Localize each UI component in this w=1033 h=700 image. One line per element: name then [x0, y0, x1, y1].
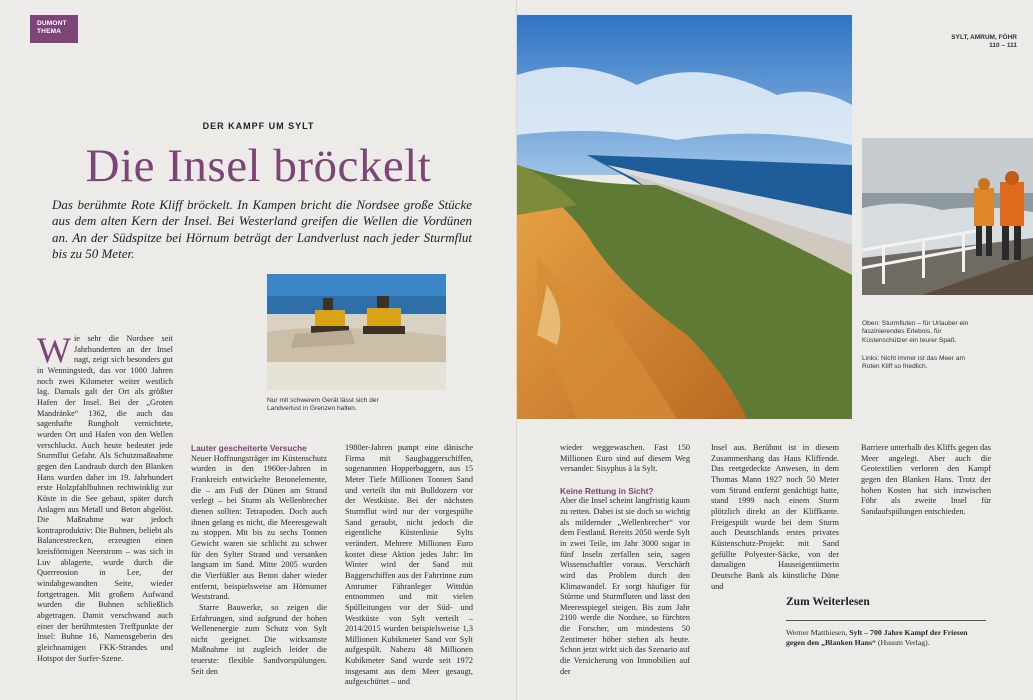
page-reference	[951, 34, 1017, 50]
headline: Die Insel bröckelt	[85, 140, 432, 192]
book-publisher: (Husum Verlag).	[875, 638, 930, 647]
page-ref-region: SYLT, AMRUM, FÖHR	[951, 34, 1017, 41]
column-6-text: Barriere unterhalb des Kliffs gegen das Meer angelegt. Aber auch die Geotextilien verloren den Kampf gegen den Blanken Hans. Trotz der hohen Kosten hat sich inzwischen Föhr als zweite Insel für Sandaufspülungen entschieden.	[861, 443, 992, 516]
tag-line-1: DUMONT	[37, 20, 67, 27]
column-3-text: 1980er-Jahren pumpt eine dänische Firma mit Saugbaggerschiffen, sogenannten Hopperbaggern, aus 15 Meter Tiefe Millionen Tonnen Sand und verteilt ihn mit Bulldozern vor der Westküste. Bei der nächsten Sturmflut wird nur der vorgespülte Sand geraubt, nicht jedoch die eigentliche Küstenlinie Sylts verändert. Mehrere Millionen Euro kostet diese Aktion jedes Jahr: Im Winter wird der Sand mit Baggerschiffen aus der Fahrrinne zum Amrumer Fähranleger Wittdün entnommen und mit vielen Spülleitungen vor der Süd- und Westküste von Sylt verteilt – 2014/2015 wurden beispielsweise 1,3 Millionen Kubikmeter Sand vor Sylt aufgespült. Nahezu 48 Millionen Kubikmeter Sand wurde seit 1972 insgesamt aus dem Meer gesaugt, aufgeschüttet – und	[345, 443, 473, 687]
further-reading-title: Zum Weiterlesen	[786, 596, 870, 608]
bulldozer-photo	[267, 274, 446, 390]
cliff-caption: Links: Nicht immer ist das Meer am Roten Kliff so friedlich.	[862, 355, 965, 371]
tag-line-2: THEMA	[37, 28, 62, 35]
column-5	[711, 443, 839, 592]
column-2	[191, 443, 327, 677]
book-author: Werner Matthiesen,	[786, 628, 850, 637]
lead-paragraph: Das berühmte Rote Kliff bröckelt. In Kampen bricht die Nordsee große Stücke aus dem alten Kern der Insel. Bei Westerland greifen die Wellen die Vordünen an. An der Südspitze bei Hörnum beträgt der Landverlust nach jeder Sturmflut bis zu 50 Meter.	[52, 197, 472, 261]
storm-caption: Oben: Sturmfluten – für Urlauber ein faszinierendes Erlebnis, für Küstenschützer ein teurer Spaß.	[862, 320, 969, 344]
column-5-text: Insel aus. Berühmt ist in diesem Zusammenhang das Haus Kliffende. Das reetgedeckte Anwesen, in dem Thomas Mann 1927 noch 50 Meter vom Strand entfernt genächtigt hatte, stand 1999 nach einem Sturm plötzlich direkt an der Kliffkante. Freigespült wurde bei dem Sturm auch Deutschlands erstes privates Küstenschutz-Projekt: mit Sand gefüllte Polyester-Säcke, von der damaligen Hauseigentümerin Deutsche Bank als künstliche Düne und	[711, 443, 839, 591]
subhead-lauter: Lauter gescheiterte Versuche	[191, 443, 307, 453]
bulldozer-caption: Nur mit schwerem Gerät lässt sich der Landverlust in Grenzen halten.	[267, 397, 379, 413]
page-ref-numbers: 110 – 111	[989, 42, 1017, 49]
column-1-text: ie sehr die Nordsee seit Jahrhunderten an der Insel nagt, zeigt sich besonders gut in Wenningstedt, das vor 1000 Jahren noch zwei Kilometer weiter westlich lag. Damals galt der Ort als größter Hafen der Insel. Bei der „Groten Mandränke“ 1362, die auch das sagenhafte Rungholt vernichtete, wurden Ort und Hafen von den Wellen verschluckt. Auch heute bedeutet jede Sturmflut Gefahr. Als Schutzmaßnahme gegen den Landraub durch den Blanken Hans wurden daher im 19. Jahrhundert erste Holzpfahlbuhnen rechtwinklig zur Küste in die See gebaut, später durch Anlagen aus Metall und Beton abgelöst. Die Maßnahme war jedoch kontraproduktiv: Die Buhnen, beliebt als Balancestrecken, erzeugten einen kreisförmigen Neerstrom – was sich in Luv ablagerte, wurde durch die Querreosion in Lee, der windabgewandten Seite, wieder fortgetragen. Mit großem Aufwand wurden die Buhnen schließlich abgetragen. Damit verschwand auch einer der berühmtesten Treffpunkte der Insel: Buhne 16, Namensgeberin des gleichnamigen FKK-Strandes und Hotspot der Surfer-Szene.	[37, 334, 173, 663]
storm-photo	[862, 138, 1033, 295]
drop-cap: W	[37, 330, 71, 370]
column-3	[345, 443, 473, 688]
column-4-text-a: wieder weggewaschen. Fast 150 Millionen Euro sind auf diesem Weg versandet: Sisyphus à la Sylt.	[560, 443, 690, 474]
column-2-text-b: Starre Bauwerke, so zeigen die Erfahrungen, sind aufgrund der hohen Wellenenergie zum Schutz von Sylt nicht geeignet. Die wirksamste Maßnahme ist zugleich leider die teuerste: flexible Sandvorspülungen. Seit den	[191, 602, 327, 676]
column-2-text-a: Neuer Hoffnungsträger im Küstenschutz wurden in den 1960er-Jahren in Frankreich entwickelte Betonelemente, die – am Fuß der Dünen am Strand verlegt – bei Sturm als Wellenbrecher dienen sollten: Tetrapoden. Doch auch ihnen gelang es nicht, die Meeresgewalt zu stoppen. Mit bis zu sechs Tonnen Gewicht waren sie schlicht zu schwer für den Sylter Strand und versanken langsam im Sand. Mitte 2005 wurden die Vierfüßler aus Beton daher wieder entfernt, beispielsweise am Hörnumer Weststrand.	[191, 453, 327, 602]
red-cliff-photo	[517, 15, 852, 419]
column-6	[861, 443, 991, 518]
column-4-text-b: Aber die Insel scheint langfristig kaum zu retten. Dabei ist sie doch so wichtig als mildernder „Wellenbrecher“ vor dem Festland. Bereits 2050 werde Sylt in zwei Teile, im Jahr 3000 sogar in fünf Inseln zerfallen sein, sagen Wissenschaftler voraus. Verschärft wird das Problem durch den Klimawandel. Er sorgt häufiger für Stürme und Sturmfluten und lässt den Meeresspiegel steigen. Bis zum Jahr 2100 werde die Nordsee, so fürchten die Forscher, um mindestens 50 Zentimeter höher stehen als heute. Schon jetzt wirkt sich das Szenario auf die Versicherung von Immobilien auf der	[560, 496, 690, 676]
book-title: Sylt – 700 Jahre Kampf der Friesen gegen den „Blanken Hans“	[786, 628, 968, 647]
subhead-keine-rettung: Keine Rettung in Sicht?	[560, 485, 654, 496]
column-4	[560, 443, 690, 677]
dumont-thema-tag	[30, 15, 78, 43]
further-reading-rule	[786, 620, 986, 621]
kicker: DER KAMPF UM SYLT	[202, 121, 315, 131]
column-1	[37, 330, 173, 664]
further-reading-text	[786, 628, 986, 648]
